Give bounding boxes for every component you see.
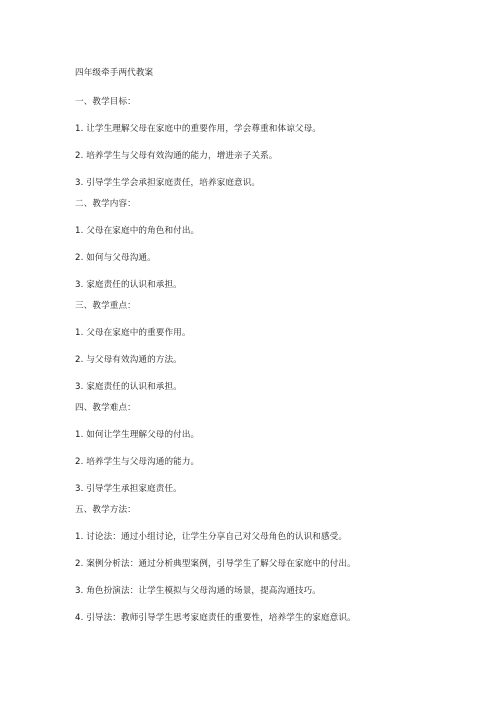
- text-line: 3. 家庭责任的认识和承担。: [75, 382, 182, 392]
- section-heading-content: 二、教学内容：: [75, 199, 136, 209]
- text-line: 1. 如何让学生理解父母的付出。: [75, 430, 200, 440]
- text-line: 3. 角色扮演法：让学生模拟与父母沟通的场景，提高沟通技巧。: [75, 586, 321, 596]
- text-line: 3. 引导学生学会承担家庭责任，培养家庭意识。: [75, 178, 261, 188]
- section-heading-key-points: 三、教学重点：: [75, 301, 136, 311]
- text-line: 1. 讨论法：通过小组讨论，让学生分享自己对父母角色的认识和感受。: [75, 532, 348, 542]
- text-line: 1. 父母在家庭中的重要作用。: [75, 328, 191, 338]
- text-line: 2. 案例分析法：通过分析典型案例，引导学生了解父母在家庭中的付出。: [75, 559, 356, 569]
- text-line: 1. 父母在家庭中的角色和付出。: [75, 226, 200, 236]
- text-line: 2. 培养学生与父母有效沟通的能力，增进亲子关系。: [75, 151, 278, 161]
- text-line: 4. 引导法：教师引导学生思考家庭责任的重要性，培养学生的家庭意识。: [75, 613, 356, 623]
- document-title: 四年级牵手两代教案: [75, 68, 154, 78]
- text-line: 2. 培养学生与父母沟通的能力。: [75, 457, 200, 467]
- text-line: 3. 家庭责任的认识和承担。: [75, 280, 182, 290]
- text-line: 2. 与父母有效沟通的方法。: [75, 355, 182, 365]
- text-line: 2. 如何与父母沟通。: [75, 253, 156, 263]
- text-line: 1. 让学生理解父母在家庭中的重要作用，学会尊重和体谅父母。: [75, 124, 321, 134]
- section-heading-objectives: 一、教学目标：: [75, 97, 136, 107]
- text-line: 3. 引导学生承担家庭责任。: [75, 484, 182, 494]
- section-heading-difficulties: 四、教学难点：: [75, 403, 136, 413]
- section-heading-methods: 五、教学方法：: [75, 505, 136, 515]
